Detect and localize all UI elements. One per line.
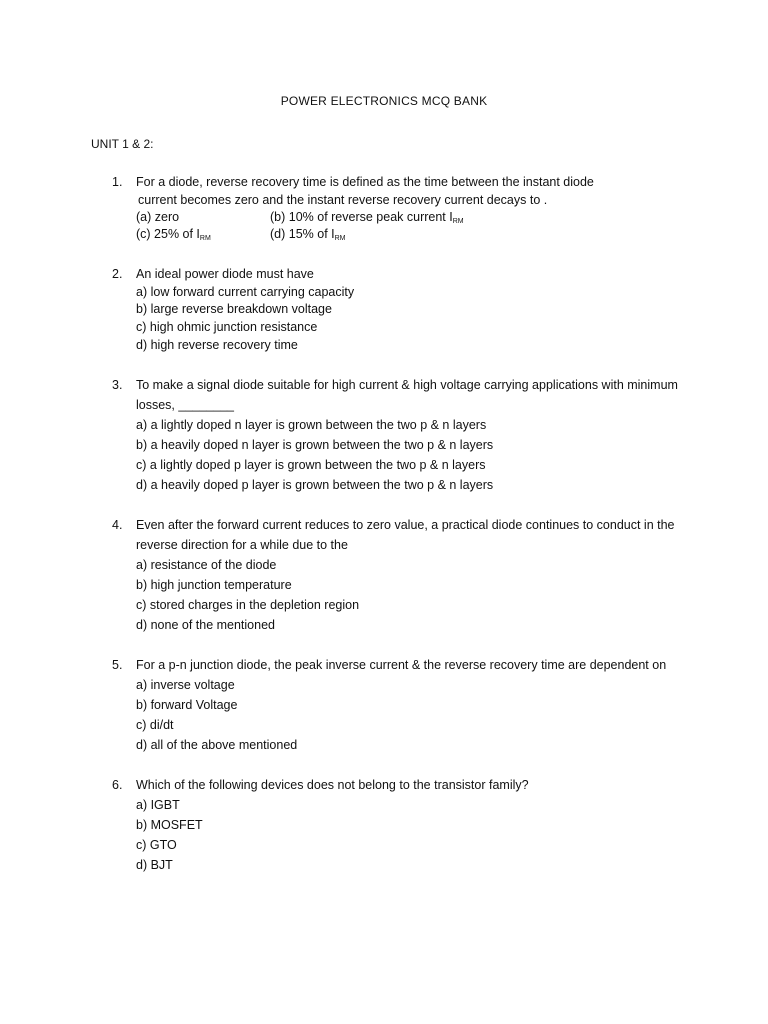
question-text-line: For a diode, reverse recovery time is defined as the time between the instant diode [136,175,594,189]
option-a: a) low forward current carrying capacity [136,285,355,299]
question-text-line: Which of the following devices does not belong to the transistor family? [136,778,529,792]
question-number: 1. [112,175,123,189]
question-text-line: reverse direction for a while due to the [136,538,348,552]
question-number: 4. [112,518,123,532]
option-a: a) resistance of the diode [136,558,277,572]
option-c: c) stored charges in the depletion region [136,598,360,612]
option-d: (d) 15% of $I_{RM}$ [270,227,346,242]
question-text-line: For a p-n junction diode, the peak inverse current & the reverse recovery time are dependent on [136,658,667,672]
option-b: b) forward Voltage [136,698,238,712]
option-d: d) all of the above mentioned [136,738,298,752]
question-number: 2. [112,267,123,281]
question-text-line: To make a signal diode suitable for high current & high voltage carrying applications with minimum [136,378,678,392]
option-b: b) high junction temperature [136,578,292,592]
option-c: c) GTO [136,838,177,852]
unit-heading: UNIT 1 & 2: [91,137,154,151]
question-text-line: Even after the forward current reduces to zero value, a practical diode continues to conduct in the [136,518,675,532]
option-d: d) BJT [136,858,173,872]
option-a: a) inverse voltage [136,678,235,692]
question-number: 6. [112,778,123,792]
option-b: b) MOSFET [136,818,203,832]
option-d: d) high reverse recovery time [136,338,298,352]
option-a: (a) zero [136,210,180,224]
option-b: (b) 10% of reverse peak current $I_{RM}$ [270,210,464,225]
page-title: POWER ELECTRONICS MCQ BANK [280,94,488,108]
question-text-line: An ideal power diode must have [136,267,314,281]
option-d: d) a heavily doped p layer is grown between the two p & n layers [136,478,494,492]
question-text-line: current becomes zero and the instant reverse recovery current decays to . [138,193,548,207]
option-c: c) a lightly doped p layer is grown between the two p & n layers [136,458,486,472]
option-c: c) di/dt [136,718,174,732]
option-d: d) none of the mentioned [136,618,275,632]
option-c: (c) 25% of $I_{RM}$ [136,227,211,242]
option-b: b) a heavily doped n layer is grown between the two p & n layers [136,438,494,452]
question-number: 3. [112,378,123,392]
question-number: 5. [112,658,123,672]
option-c: c) high ohmic junction resistance [136,320,318,334]
option-b: b) large reverse breakdown voltage [136,302,332,316]
question-text-line: losses, ________ [136,398,234,412]
option-a: a) IGBT [136,798,180,812]
option-a: a) a lightly doped n layer is grown between the two p & n layers [136,418,487,432]
